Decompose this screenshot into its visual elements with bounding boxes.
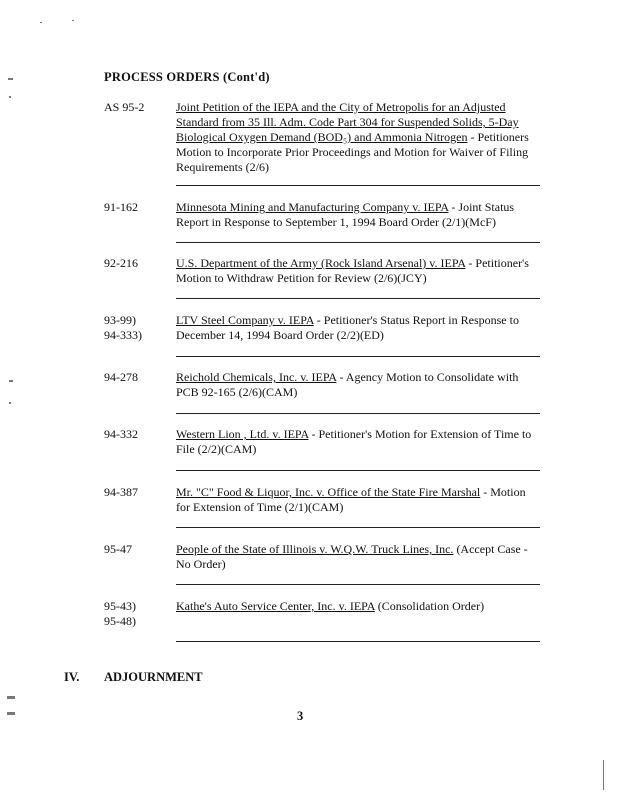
order-text: - Motion for Extension of Time (2/1)(CAM) <box>176 485 526 514</box>
order-description <box>176 599 536 614</box>
order-description <box>176 313 536 343</box>
case-name: Kathe's Auto Service Center, Inc. v. IEPA <box>176 599 375 613</box>
divider-line <box>176 641 540 642</box>
divider-line <box>176 298 540 299</box>
case-name: LTV Steel Company v. IEPA <box>176 313 314 327</box>
case-name: Minnesota Mining and Manufacturing Company v. IEPA <box>176 200 449 214</box>
divider-line <box>176 356 540 357</box>
docket-number: 95-43) 95-48) <box>104 599 136 628</box>
docket-number: 93-99) 94-333) <box>104 313 142 342</box>
order-text: - Agency Motion to Consolidate with PCB 92-165 (2/6)(CAM) <box>176 370 519 399</box>
order-text: (Accept Case - No Order) <box>176 542 528 571</box>
order-description <box>176 200 536 230</box>
case-name: People of the State of Illinois v. W.Q.W. Truck Lines, Inc. <box>176 542 454 556</box>
divider-line <box>176 527 540 528</box>
order-text: - Petitioner's Motion for Extension of Time to File (2/2)(CAM) <box>176 427 532 456</box>
page-number: 3 <box>297 709 304 723</box>
scan-speck <box>7 712 15 715</box>
divider-line <box>176 470 540 471</box>
docket-number: 94-332 <box>104 427 138 441</box>
section-heading: PROCESS ORDERS (Cont'd) <box>104 70 270 84</box>
order-text: - Petitioner's Motion to Withdraw Petition for Review (2/6)(JCY) <box>176 256 529 285</box>
section-title: ADJOURNMENT <box>104 670 203 684</box>
order-text: (Consolidation Order) <box>374 599 485 613</box>
docket-number: 94-387 <box>104 485 138 499</box>
order-description <box>176 100 536 175</box>
docket-number: 95-47 <box>104 542 132 556</box>
docket-number: 91-162 <box>104 200 138 214</box>
docket-number: AS 95-2 <box>104 100 145 114</box>
case-name: Western Lion , Ltd. v. IEPA <box>176 427 309 441</box>
order-text: - Petitioners Motion to Incorporate Prior Proceedings and Motion for Waiver of Filing Requirements (2/6) <box>176 130 529 174</box>
docket-number: 92-216 <box>104 256 138 270</box>
case-name: Mr. "C" Food & Liquor, Inc. v. Office of the State Fire Marshal <box>176 485 481 499</box>
divider-line <box>176 584 540 585</box>
order-text: - Joint Status Report in Response to September 1, 1994 Board Order (2/1)(McF) <box>176 200 515 229</box>
case-name: U.S. Department of the Army (Rock Island Arsenal) v. IEPA <box>176 256 466 270</box>
order-description <box>176 256 536 286</box>
scan-speck <box>8 78 13 80</box>
scan-speck <box>9 380 13 382</box>
case-name: Reichold Chemicals, Inc. v. IEPA <box>176 370 337 384</box>
divider-line <box>176 185 540 186</box>
scan-speck <box>603 760 604 790</box>
section-number: IV. <box>64 670 80 684</box>
divider-line <box>176 413 540 414</box>
scan-speck <box>7 696 15 699</box>
order-description <box>176 485 536 515</box>
case-name: Joint Petition of the IEPA and the City of Metropolis for an Adjusted Standard from 35 Ill. Adm. Code Part 304 for Suspended Solids, 5-Day Biological Oxygen Demand (BOD₅) and Ammonia Nitrogen <box>176 100 519 144</box>
order-description <box>176 370 536 400</box>
docket-number: 94-278 <box>104 370 138 384</box>
scan-speck <box>72 20 74 21</box>
divider-line <box>176 242 540 243</box>
scan-speck <box>9 96 11 98</box>
scan-speck <box>9 402 11 404</box>
order-description <box>176 427 536 457</box>
scan-speck <box>40 22 42 23</box>
order-text: - Petitioner's Status Report in Response to December 14, 1994 Board Order (2/2)(ED) <box>176 313 519 342</box>
order-description <box>176 542 536 572</box>
